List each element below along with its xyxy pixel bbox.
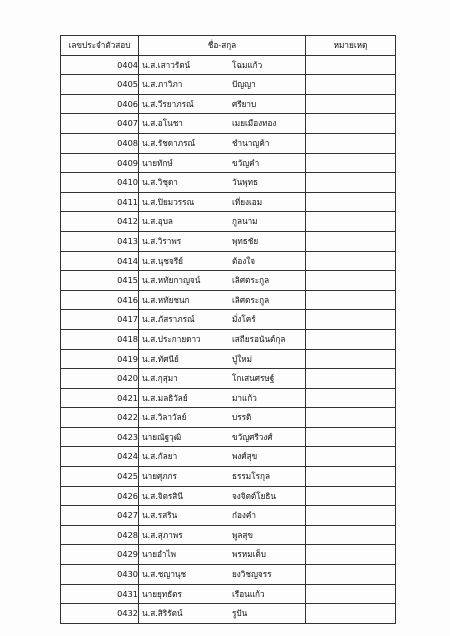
exam-id-cell: 0411 xyxy=(61,192,139,212)
last-name: ขวัญศรีวงศ์ xyxy=(232,431,273,442)
full-name-cell xyxy=(139,565,306,585)
title-first-name: นายอำไพ xyxy=(142,549,177,560)
full-name-cell xyxy=(139,408,306,428)
exam-id-cell: 0424 xyxy=(61,447,139,467)
remarks-cell xyxy=(306,271,396,291)
remarks-cell xyxy=(306,545,396,565)
last-name: มั่งโคร์ xyxy=(232,314,256,325)
title-first-name: น.ส.อโนชา xyxy=(142,118,183,129)
exam-id-cell: 0404 xyxy=(61,55,139,75)
table-row xyxy=(61,388,396,408)
title-first-name: นายศุภกร xyxy=(142,471,177,482)
table-row xyxy=(61,173,396,193)
title-first-name: น.ส.รัชดาภรณ์ xyxy=(142,137,196,148)
full-name-cell xyxy=(139,55,306,75)
exam-id-cell: 0432 xyxy=(61,604,139,624)
title-first-name: น.ส.อุบล xyxy=(142,216,173,227)
title-first-name: น.ส.จิตรสินี xyxy=(142,490,183,501)
last-name: วันพุทธ xyxy=(232,177,258,188)
last-name: พรหมเต็บ xyxy=(232,549,266,560)
table-row xyxy=(61,408,396,428)
exam-id-cell: 0425 xyxy=(61,467,139,487)
full-name-cell xyxy=(139,584,306,604)
title-first-name: น.ส.ภัสราภรณ์ xyxy=(142,314,195,325)
full-name-cell xyxy=(139,271,306,291)
table-row xyxy=(61,329,396,349)
remarks-cell xyxy=(306,584,396,604)
exam-id-cell: 0421 xyxy=(61,388,139,408)
title-first-name: น.ส.วิราพร xyxy=(142,235,182,246)
table-row xyxy=(61,290,396,310)
table-row xyxy=(61,369,396,389)
title-first-name: น.ส.กัลยา xyxy=(142,451,178,462)
last-name: ขวัญคำ xyxy=(232,157,260,168)
last-name: พงศ์สุข xyxy=(232,451,258,462)
title-first-name: น.ส.รสริน xyxy=(142,510,178,521)
title-first-name: น.ส.ประกายดาว xyxy=(142,333,201,344)
table-row xyxy=(61,153,396,173)
table-row xyxy=(61,310,396,330)
title-first-name: น.ส.ชญานุช xyxy=(142,569,187,580)
title-first-name: น.ส.สิริรัตน์ xyxy=(142,608,183,619)
last-name: เลิศตระกูล xyxy=(232,294,270,305)
full-name-cell xyxy=(139,94,306,114)
exam-id-cell: 0430 xyxy=(61,565,139,585)
table-row xyxy=(61,525,396,545)
last-name: โฉมแก้ว xyxy=(232,59,263,70)
exam-id-cell: 0429 xyxy=(61,545,139,565)
full-name-cell xyxy=(139,75,306,95)
remarks-cell xyxy=(306,153,396,173)
last-name: กูลนาม xyxy=(232,216,258,227)
last-name: เลิศตระกูล xyxy=(232,275,270,286)
remarks-cell xyxy=(306,94,396,114)
table-header-row xyxy=(61,36,396,56)
exam-id-cell: 0418 xyxy=(61,329,139,349)
exam-id-cell: 0410 xyxy=(61,173,139,193)
remarks-cell xyxy=(306,565,396,585)
title-first-name: น.ส.วิลาวัลย์ xyxy=(142,412,187,423)
table-body xyxy=(61,55,396,623)
table-row xyxy=(61,447,396,467)
last-name: ชำนาญค้า xyxy=(232,137,270,148)
header-remarks: หมายเหตุ xyxy=(306,36,396,56)
exam-id-cell: 0419 xyxy=(61,349,139,369)
table-row xyxy=(61,192,396,212)
full-name-cell xyxy=(139,231,306,251)
full-name-cell xyxy=(139,173,306,193)
title-first-name: น.ส.ทัศนีย์ xyxy=(142,353,179,364)
exam-id-cell: 0423 xyxy=(61,427,139,447)
last-name: เมยเมืองทอง xyxy=(232,118,277,129)
remarks-cell xyxy=(306,310,396,330)
candidate-table xyxy=(60,35,396,624)
last-name: ปู่ใหม่ xyxy=(232,353,252,364)
last-name: พูลสุข xyxy=(232,529,254,540)
full-name-cell xyxy=(139,467,306,487)
remarks-cell xyxy=(306,506,396,526)
exam-id-cell: 0412 xyxy=(61,212,139,232)
full-name-cell xyxy=(139,212,306,232)
remarks-cell xyxy=(306,55,396,75)
header-exam-id: เลขประจำตัวสอบ xyxy=(61,36,139,56)
full-name-cell xyxy=(139,290,306,310)
full-name-cell xyxy=(139,153,306,173)
last-name: ศรียาบ xyxy=(232,98,257,109)
title-first-name: น.ส.ภาวิภา xyxy=(142,79,183,90)
remarks-cell xyxy=(306,212,396,232)
last-name: ก๋องคำ xyxy=(232,510,256,521)
last-name: เที่ยงเอม xyxy=(232,196,263,207)
last-name: เสถียรอนันต์กุล xyxy=(232,333,286,344)
table-row xyxy=(61,545,396,565)
remarks-cell xyxy=(306,192,396,212)
remarks-cell xyxy=(306,114,396,134)
exam-id-cell: 0422 xyxy=(61,408,139,428)
remarks-cell xyxy=(306,369,396,389)
full-name-cell xyxy=(139,349,306,369)
remarks-cell xyxy=(306,133,396,153)
table-row xyxy=(61,212,396,232)
exam-id-cell: 0413 xyxy=(61,231,139,251)
last-name: ธรรมโรกุล xyxy=(232,471,270,482)
table-row xyxy=(61,133,396,153)
last-name: มาแก้ว xyxy=(232,392,257,403)
last-name: จงจิตต์โยธิน xyxy=(232,490,277,501)
exam-id-cell: 0407 xyxy=(61,114,139,134)
title-first-name: น.ส.หทัยกาญจน์ xyxy=(142,275,201,286)
full-name-cell xyxy=(139,114,306,134)
table-row xyxy=(61,271,396,291)
table-row xyxy=(61,349,396,369)
full-name-cell xyxy=(139,369,306,389)
full-name-cell xyxy=(139,251,306,271)
full-name-cell xyxy=(139,525,306,545)
table-row xyxy=(61,427,396,447)
remarks-cell xyxy=(306,231,396,251)
last-name: บรรดิ xyxy=(232,412,252,423)
full-name-cell xyxy=(139,506,306,526)
remarks-cell xyxy=(306,75,396,95)
table-row xyxy=(61,55,396,75)
last-name: พุทธชัย xyxy=(232,235,259,246)
last-name: ปัญญา xyxy=(232,79,256,90)
remarks-cell xyxy=(306,251,396,271)
last-name: โกเสนศรษฐ์ xyxy=(232,373,275,384)
full-name-cell xyxy=(139,486,306,506)
remarks-cell xyxy=(306,486,396,506)
title-first-name: น.ส.กุสุมา xyxy=(142,373,178,384)
exam-id-cell: 0406 xyxy=(61,94,139,114)
full-name-cell xyxy=(139,545,306,565)
full-name-cell xyxy=(139,133,306,153)
title-first-name: น.ส.นุชจรีย์ xyxy=(142,255,183,266)
title-first-name: นายยุทธัตร xyxy=(142,588,182,599)
table-row xyxy=(61,486,396,506)
remarks-cell xyxy=(306,349,396,369)
table-row xyxy=(61,94,396,114)
exam-id-cell: 0416 xyxy=(61,290,139,310)
exam-id-cell: 0426 xyxy=(61,486,139,506)
remarks-cell xyxy=(306,427,396,447)
exam-id-cell: 0408 xyxy=(61,133,139,153)
table-row xyxy=(61,114,396,134)
last-name: รูปัน xyxy=(232,608,248,619)
exam-id-cell: 0409 xyxy=(61,153,139,173)
remarks-cell xyxy=(306,329,396,349)
exam-id-cell: 0427 xyxy=(61,506,139,526)
remarks-cell xyxy=(306,604,396,624)
remarks-cell xyxy=(306,173,396,193)
title-first-name: น.ส.สุภาพร xyxy=(142,529,183,540)
table-row xyxy=(61,75,396,95)
table-row xyxy=(61,604,396,624)
full-name-cell xyxy=(139,310,306,330)
title-first-name: น.ส.วิชุดา xyxy=(142,177,178,188)
exam-id-cell: 0428 xyxy=(61,525,139,545)
table-row xyxy=(61,251,396,271)
table-row xyxy=(61,467,396,487)
full-name-cell xyxy=(139,604,306,624)
exam-id-cell: 0417 xyxy=(61,310,139,330)
exam-id-cell: 0420 xyxy=(61,369,139,389)
full-name-cell xyxy=(139,388,306,408)
full-name-cell xyxy=(139,447,306,467)
exam-id-cell: 0415 xyxy=(61,271,139,291)
full-name-cell xyxy=(139,192,306,212)
table-row xyxy=(61,565,396,585)
title-first-name: น.ส.ปิยมวรรณ xyxy=(142,196,195,207)
title-first-name: นายทักษ์ xyxy=(142,157,173,168)
header-full-name: ชื่อ-สกุล xyxy=(139,36,306,56)
remarks-cell xyxy=(306,525,396,545)
table-row xyxy=(61,231,396,251)
last-name: ยงวิชญจรร xyxy=(232,569,272,580)
title-first-name: น.ส.วีรยาภรณ์ xyxy=(142,98,194,109)
exam-id-cell: 0431 xyxy=(61,584,139,604)
full-name-cell xyxy=(139,427,306,447)
last-name: ต้องใจ xyxy=(232,255,256,266)
remarks-cell xyxy=(306,447,396,467)
full-name-cell xyxy=(139,329,306,349)
title-first-name: นายณัฐวุฒิ xyxy=(142,431,182,442)
last-name: เรือนแก้ว xyxy=(232,588,265,599)
remarks-cell xyxy=(306,467,396,487)
remarks-cell xyxy=(306,408,396,428)
title-first-name: น.ส.หทัยชนก xyxy=(142,294,190,305)
exam-id-cell: 0405 xyxy=(61,75,139,95)
title-first-name: น.ส.มลธิวัลย์ xyxy=(142,392,188,403)
remarks-cell xyxy=(306,388,396,408)
remarks-cell xyxy=(306,290,396,310)
table-row xyxy=(61,506,396,526)
table-row xyxy=(61,584,396,604)
title-first-name: น.ส.เสาวรัตน์ xyxy=(142,59,191,70)
exam-id-cell: 0414 xyxy=(61,251,139,271)
